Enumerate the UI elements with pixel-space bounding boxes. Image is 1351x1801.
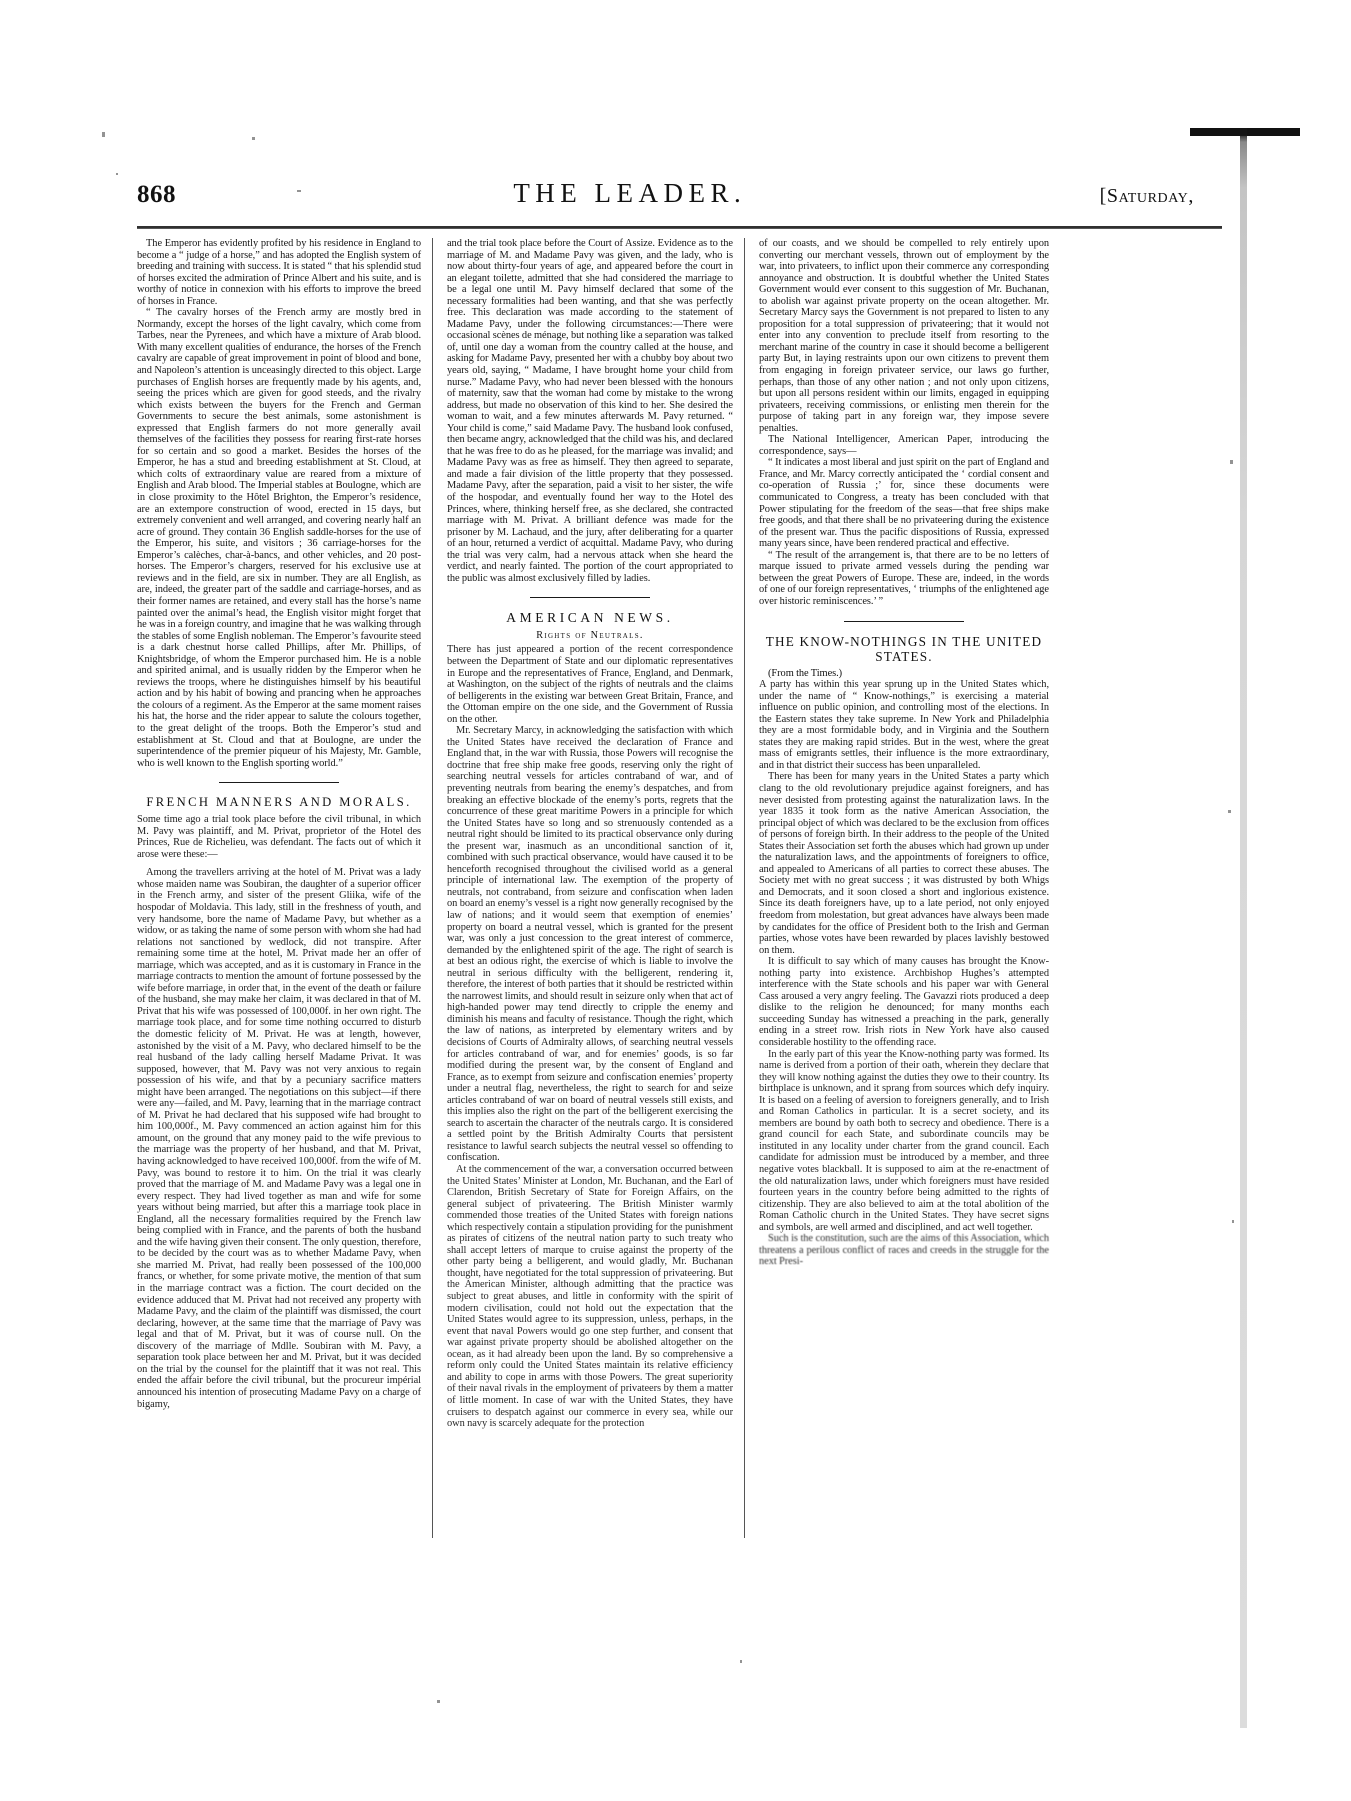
scan-speck (1230, 460, 1233, 464)
paragraph: In the early part of this year the Know-nothing party was formed. Its name is derived from a portion of their oath, wherein they declare that they will know nothing against the duties they owe to their country. Its birthplace is unknown, and it sprang from sources which defy inquiry. It is based on a feeling of aversion to foreigners generally, and to Irish and Roman Catholics in particular. It is a secret society, and its members are bound by oath both to secrecy and obedience. There is a grand council for each State, and subordinate councils may be instituted in any locality under charter from the grand council. Each candidate for admission must be introduced by a member, and three negative votes blackball. It is supposed to aim at the re-enactment of the old naturalization laws, under which foreigners must have resided fourteen years in the country before being admitted to the rights of citizenship. They are also believed to aim at the total abolition of the Roman Catholic church in the United States. They have secret signs and symbols, are well armed and disciplined, and act well together. (759, 1048, 1049, 1233)
paragraph: of our coasts, and we should be compelled to rely entirely upon converting our merchant vessels, thrown out of employment by the war, into privateers, to inflict upon their commerce any corresponding annoyance and obstruction. It is doubtful whether the United States Government would ever consent to this suggestion of Mr. Buchanan, to abolish war against private property on the ocean altogether. Mr. Secretary Marcy says the Government is not prepared to listen to any proposition for a total suppression of privateering; that it would not enter into any convention to preclude itself from resorting to the merchant marine of the country in case it should become a belligerent party But, in laying restraints upon our own citizens to prevent them from engaging in foreign privateer service, our laws go further, perhaps, than those of any other nation ; and not only upon citizens, but upon all persons resident within our limits, engaged in equipping privateers, receiving commissions, or enlisting men therein for the purpose of taking part in any foreign war, they impose severe penalties. (759, 238, 1049, 434)
scan-speck (1228, 810, 1231, 813)
subheading-rights-of-neutrals: Rights of Neutrals. (536, 630, 644, 642)
section-divider-rule (844, 621, 964, 622)
scan-speck (116, 173, 118, 175)
scan-speck (740, 1660, 742, 1663)
paper-title: THE LEADER. (513, 178, 747, 208)
scan-edge-artifact (1240, 128, 1247, 1728)
paragraph: and the trial took place before the Court of Assize. Evidence as to the marriage of M. and Madame Pavy was given, and the lady, who is now about thirty-four years of age, and appeared before the court in an elegant toilette, admitted that she had considered the marriage to be a legal one until M. Pavy himself declared that some of the necessary formalities had been wanting, and that she was perfectly free. This declaration was made according to the statement of Madame Pavy, under the following circumstances:—There were occasional scènes de ménage, but nothing like a separation was talked of, until one day a woman from the country called at the house, and asking for Madame Pavy, presented her with a chubby boy about two years old, saying, “ Madame, I have brought home your child from nurse.” Madame Pavy, who had never been blessed with the honours of maternity, saw that the woman had come by mistake to the wrong address, but made no observation of this kind to her. She desired the woman to wait, and a few minutes afterwards M. Pavy returned. “ Your child is come,” said Madame Pavy. The husband look confused, then became angry, acknowledged that the child was his, and declared that he was free to do as he pleased, for the marriage was invalid; and Madame Pavy was as free as himself. They then agreed to separate, and made a fair division of the little property that they possessed. Madame Pavy, after the separation, paid a visit to her sister, the wife of the hospodar, and eventually found her way to the Hotel des Princes, where, thinking herself free, as she declared, she contracted marriage with M. Privat. A brilliant defence was made for the prisoner by M. Lachaud, and the jury, after deliberating for a quarter of an hour, returned a verdict of acquittal. Madame Pavy, who during the trial was very calm, had a nervous attack when she heard the verdict, and nearly fainted. The portion of the court appropriated to the public was almost exclusively filled by ladies. (447, 238, 733, 584)
paragraph: It is difficult to say which of many causes has brought the Know-nothing party into existence. Archbishop Hughes’s attempted interference with the State schools and his paper war with General Cass aroused a very angry feeling. The Gavazzi riots produced a deep dislike to the religion he denounced; for many months each succeeding Sunday has witnessed a preaching in the park, generally ending in a street row. Irish riots in New York have also caused considerable hostility to the offending race. (759, 956, 1049, 1048)
column-3 (744, 238, 1060, 1538)
paragraph: Some time ago a trial took place before the civil tribunal, in which M. Pavy was plaintiff, and M. Privat, proprietor of the Hotel des Princes, Rue de Richelieu, was defendant. The facts out of which it arose were these:— (137, 814, 421, 860)
paragraph: The National Intelligencer, American Paper, introducing the correspondence, says— (759, 434, 1049, 457)
paragraph: “ The result of the arrangement is, that there are to be no letters of marque issued to private armed vessels during the pending war between the great Powers of Europe. These are, indeed, in the words of one of our foreign representatives, ‘ triumphs of the enlightened age over historic reminiscences.’ ” (759, 549, 1049, 607)
masthead (137, 178, 1222, 214)
heading-american-news: AMERICAN NEWS. (506, 610, 674, 626)
source-attribution: (From the Times.) (768, 667, 843, 679)
scan-speck (1232, 1220, 1234, 1223)
column-1 (137, 238, 432, 1538)
paragraph: “ It indicates a most liberal and just spirit on the part of England and France, and Mr. Marcy correctly anticipated the ‘ cordial consent and co-operation of Russia ;’ for, since these documents were communicated to Congress, a treaty has been concluded with that Power stipulating for the freedom of the seas—that free ships make free goods, and that there shall be no privateering during the existence of the present war. Thus the pacific dispositions of Russia, expressed many years since, have been rendered practical and effective. (759, 457, 1049, 550)
scan-speck (252, 137, 255, 140)
issue-day-label: [Saturday, (1099, 185, 1194, 207)
column-2 (432, 238, 744, 1538)
heading-french-manners: FRENCH MANNERS AND MORALS. (146, 795, 412, 810)
paragraph: Among the travellers arriving at the hotel of M. Privat was a lady whose maiden name was Soubiran, the daughter of a superior officer in the French army, and sister of the present Gliika, wife of the hospodar of Moldavia. This lady, still in the freshness of youth, and very handsome, bore the name of Madame Pavy, but whether as a widow, or as taking the name of some person with whom she had had relations not sanctioned by wedlock, did not transpire. After remaining some time at the hotel, M. Privat made her an offer of marriage, which was accepted, and as it is customary in France in the marriage contracts to mention the amount of fortune possessed by the wife before marriage, in order that, in the event of the death or failure of the husband, she may make her claim, it was declared in that of M. Privat that his wife was possessed of 100,000f. in her own right. The marriage took place, and for some time nothing occurred to disturb the domestic felicity of M. Privat. He was at length, however, astonished by the visit of a M. Pavy, who declared himself to be the real husband of the lady calling herself Madame Privat. It was supposed, however, that M. Pavy was not very anxious to regain possession of his wife, and that by a pecuniary sacrifice matters might have been arranged. The negotiations on this subject—if there were any—failed, and M. Pavy, learning that in the marriage contract of M. Privat he had declared that his supposed wife had brought to him 100,000f., M. Pavy commenced an action against him for this amount, on the ground that any money paid to the wife previous to the marriage was the property of her husband, and that M. Privat, having acknowledged to have received 100,000f. from the wife of M. Pavy, was bound to restore it to him. On the trial it was clearly proved that the marriage of M. and Madame Pavy was a legal one in every respect. They had lived together as man and wife for some years without being married, but after this a marriage took place in England, all the necessary formalities required by the French law being complied with in France, and the parents of both the husband and the wife having given their consent. The only question, therefore, to be decided by the court was as to whether Madame Pavy, when she married M. Privat, had really been possessed of the 100,000 francs, or whether, for some private motive, the mention of that sum in the marriage contract was a fiction. The court decided on the evidence adduced that M. Privat had not received any property with Madame Pavy, and the claim of the plaintiff was dismissed, the court declaring, however, at the same time that the marriage of Pavy was legal and that of M. Privat, but it was of course null. On the discovery of the marriage of Mdlle. Soubiran with M. Pavy, a separation took place between her and M. Privat, but it was decided on the trial by the counsel for the plaintiff that it was not real. This ended the affair before the civil tribunal, but the procureur impérial announced his intention of prosecuting Madame Pavy on a charge of bigamy, (137, 867, 421, 1410)
masthead-rule (137, 226, 1222, 229)
paragraph: There has been for many years in the United States a party which clang to the old revolutionary prejudice against foreigners, and has never desisted from protesting against the naturalization laws. In the year 1835 it took form as the native American Association, the principal object of which was declared to be the exclusion from offices of persons of foreign birth. In their address to the people of the United States their Association set forth the abuses which had grown up under the naturalization laws, and the appointments of foreigners to office, and appealed to Americans of all parties to correct these abuses. The Society met with no great success ; it was distrusted by both Whigs and Democrats, and it soon closed a short and inglorious existence. Since its death foreigners have, up to a late period, not only enjoyed freedom from molestation, but great advances have always been made by candidates for the office of President both to the Irish and German parties, whose votes have been rewarded by places lavishly bestowed on them. (759, 771, 1049, 956)
paragraph: Such is the constitution, such are the aims of this Association, which threatens a perilous conflict of races and creeds in the struggle for the next Presi- (759, 1233, 1049, 1268)
paragraph: “ The cavalry horses of the French army are mostly bred in Normandy, except the horses of the light cavalry, which come from Tarbes, near the Pyrenees, and which have a mixture of Arab blood. With many excellent qualities of endurance, the horses of the French cavalry are capable of great improvement in point of blood and bone, and Napoleon’s attention is unceasingly directed to this object. Large purchases of English horses are frequently made by his agents, and, seeing the prices which are given for good steeds, and the rivalry which exists between the buyers for the French and German Governments to secure the best animals, some astonishment is expressed that English farmers do not more generally avail themselves of the facilities they possess for rearing first-rate horses for so certain and so good a market. Besides the horses of the Emperor, he has a stud and breeding establishment at St. Cloud, at which colts of extraordinary value are reared from a mixture of English and Arab blood. The Imperial stables at Boulogne, which are in close proximity to the Hôtel Brighton, the Emperor’s residence, are an extempore construction of wood, erected in 15 days, but extremely convenient and well arranged, and covering nearly half an acre of ground. They contain 36 English saddle-horses for the use of the Emperor, his suite, and visitors ; 36 carriage-horses for the Emperor’s calèches, char-à-bancs, and other vehicles, and 20 post-horses. The Emperor’s chargers, reserved for his exclusive use at reviews and in the field, are six in number. They are all English, as are, indeed, the greater part of the saddle and carriage-horses, and as their former names are retained, and every stall has the horse’s name painted over the animal’s head, the English visitor might forget that he was in a foreign country, and imagine that he was walking through the stables of some English nobleman. The Emperor’s favourite steed is a dark chestnut horse called Phillips, after Mr. Phillips, of Knightsbridge, of whom the Emperor purchased him. He is a noble and spirited animal, and is usually ridden by the Emperor when he reviews the troops, where he distinguishes himself by his beautiful action and by his habit of bowing and prancing when he approaches the colours of a regiment. As the Emperor at the same moment raises his hat, the horse and the rider appear to salute the colours together, to the great delight of the troops. Both the Emperor’s stud and establishment at St. Cloud and that at Boulogne, are under the superintendence of the premier piqueur of his Majesty, Mr. Gamble, who is well known to the English sporting world.” (137, 307, 421, 769)
article-columns (137, 238, 1222, 1538)
section-divider-rule (219, 782, 339, 783)
page-number: 868 (137, 181, 176, 208)
section-divider-rule (530, 597, 650, 598)
paragraph-gap (137, 860, 421, 867)
paragraph: There has just appeared a portion of the recent correspondence between the Department of State and our diplomatic representatives in Europe and the representatives of France, England, and Denmark, at Washington, on the subject of the rights of neutrals and the claims of belligerents in the existing war between Great Britain, France, and the Ottoman empire on the one side, and the Government of Russia on the other. (447, 644, 733, 725)
paragraph: At the commencement of the war, a conversation occurred between the United States’ Minister at London, Mr. Buchanan, and the Earl of Clarendon, British Secretary of State for Foreign Affairs, on the general subject of privateering. The British Minister warmly commended those treaties of the United States with foreign nations which respectively contain a stipulation providing for the punishment as pirates of citizens of the neutral nation party to such treaty who shall accept letters of marque to cruise against the property of the other party being a belligerent, and would gladly, Mr. Buchanan thought, have negotiated for the total suppression of privateering. But the American Minister, although admitting that the practice was subject to great abuses, and little in conformity with the spirit of modern civilisation, could not hold out the expectation that the United States would agree to its suppression, unless, perhaps, in the event that naval Powers would go one step further, and consent that war against private property should be abolished altogether on the ocean, as it had already been upon the land. By so comprehensive a reform only could the United States maintain its relative efficiency and ability to cope in arms with those Powers. The great superiority of their naval rivals in the employment of privateers by them a matter of little moment. In case of war with the United States, they have cruisers to despatch against our commerce in every sea, while our own navy is scarcely adequate for the protection (447, 1164, 733, 1430)
paragraph: A party has within this year sprung up in the United States which, under the name of “ Know-nothings,” is exercising a material influence on public opinion, and controlling most of the elections. In the Eastern states they take supreme. In New York and Philadelphia they are a most formidable body, and in Virginia and the Southern states they are making rapid strides. But in the west, where the great mass of emigrants settles, their influence is the more extraordinary, and in that district their success has been unparalleled. (759, 679, 1049, 771)
paragraph: Mr. Secretary Marcy, in acknowledging the satisfaction with which the United States have received the declaration of France and England that, in the war with Russia, those Powers will recognise the doctrine that free ship make free goods, reserving only the right of searching neutral vessels for articles contraband of war, and of preventing neutrals from bearing the enemy’s despatches, and from breaking an effective blockade of the enemy’s ports, regrets that the concurrence of these great maritime Powers in a principle for which the United States have so long and so strenuously contended as a neutral right should be limited to its practical observance only during the present war, inasmuch as an unconditional sanction of it, combined with such practical observance, would have caused it to be henceforth recognised throughout the civilised world as a general principle of international law. The exemption of the property of neutrals, not contraband, from seizure and confiscation when laden on board an enemy’s vessel is a right now generally recognised by the law of nations; and it would seem that exemption of enemies’ property on board a neutral vessel, which is granted for the present war, was only a just concession to the great interest of commerce, demanded by the enlightened spirit of the age. The right of search is at best an odious right, the exercise of which is liable to involve the neutral in serious difficulty with the belligerent, rendering it, therefore, the interest of both parties that it should be restricted within the narrowest limits, and should result in seizure only when that act of high-handed power may tend directly to cripple the enemy and diminish his means and faculty of resistance. Though the right, which the law of nations, as interpreted by elementary writers and by decisions of Courts of Admiralty allows, of searching neutral vessels for articles contraband of war, and for enemies’ goods, is so far modified during the present war, by the consent of England and France, as to exempt from seizure and confiscation enemies’ property under a neutral flag, nevertheless, the right to search for and seize articles contraband of war on board of neutral vessels still exists, and this implies also the right on the part of the belligerent exercising the search to ascertain the character of the neutrals cargo. It is considered a settled point by the British Admiralty Courts that persistent resistance to lawful search subjects the neutral vessel so offending to confiscation. (447, 725, 733, 1164)
heading-know-nothings: THE KNOW-NOTHINGS IN THE UNITED STATES. (765, 633, 1043, 664)
scan-speck (102, 132, 105, 137)
paragraph: The Emperor has evidently profited by his residence in England to become a “ judge of a horse,” and has adopted the English system of breeding and training with success. It is stated “ that his splendid stud of horses excited the admiration of Prince Albert and his suite, and is worthy of notice in connexion with his efforts to improve the breed of horses in France. (137, 238, 421, 307)
scan-edge-cap (1190, 128, 1300, 136)
scan-speck (437, 1700, 440, 1703)
